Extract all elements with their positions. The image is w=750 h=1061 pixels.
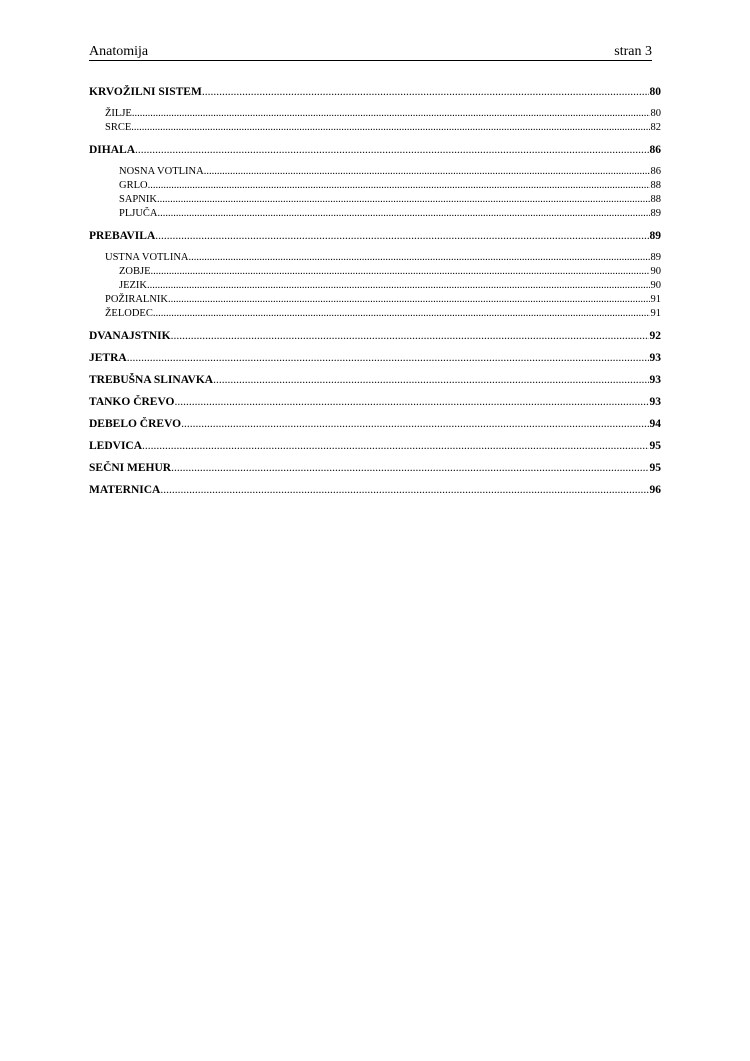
toc-entry[interactable] bbox=[89, 417, 661, 431]
toc-entry[interactable] bbox=[89, 293, 661, 307]
toc-entry[interactable] bbox=[89, 265, 661, 279]
page-number: stran 3 bbox=[614, 44, 652, 59]
dot-leader bbox=[157, 193, 650, 207]
toc-entry-title: DVANAJSTNIK bbox=[89, 330, 171, 342]
dot-leader bbox=[127, 351, 649, 365]
toc-entry-page: 91 bbox=[650, 294, 661, 305]
table-of-contents bbox=[89, 85, 661, 497]
toc-entry[interactable] bbox=[89, 193, 661, 207]
toc-entry-title: ŽELODEC bbox=[105, 308, 153, 319]
toc-entry[interactable] bbox=[89, 121, 661, 135]
toc-entry-page: 90 bbox=[650, 280, 661, 291]
toc-entry-page: 94 bbox=[649, 418, 661, 430]
dot-leader bbox=[171, 461, 648, 475]
dot-leader bbox=[204, 165, 650, 179]
toc-entry-page: 82 bbox=[650, 122, 661, 133]
toc-entry[interactable] bbox=[89, 107, 661, 121]
toc-entry-title: PLJUČA bbox=[119, 208, 158, 219]
toc-entry-title: SEČNI MEHUR bbox=[89, 462, 172, 474]
dot-leader bbox=[171, 329, 649, 343]
dot-leader bbox=[148, 179, 650, 193]
dot-leader bbox=[147, 279, 650, 293]
toc-entry[interactable] bbox=[89, 395, 661, 409]
dot-leader bbox=[181, 417, 648, 431]
toc-entry-page: 80 bbox=[650, 108, 661, 119]
dot-leader bbox=[131, 121, 649, 135]
toc-entry-title: JETRA bbox=[89, 352, 127, 364]
dot-leader bbox=[158, 207, 650, 221]
toc-entry-page: 96 bbox=[649, 484, 661, 496]
toc-entry-title: ZOBJE bbox=[119, 266, 151, 277]
toc-entry-page: 86 bbox=[650, 166, 661, 177]
toc-entry-title: GRLO bbox=[119, 180, 148, 191]
page-header bbox=[89, 44, 652, 61]
toc-entry[interactable] bbox=[89, 85, 661, 99]
toc-entry[interactable] bbox=[89, 207, 661, 221]
toc-entry-title: JEZIK bbox=[119, 280, 147, 291]
toc-entry-title: POŽIRALNIK bbox=[105, 294, 168, 305]
toc-entry-title: KRVOŽILNI SISTEM bbox=[89, 86, 202, 98]
toc-entry-page: 80 bbox=[649, 86, 661, 98]
toc-entry-title: ŽILJE bbox=[105, 108, 132, 119]
toc-entry-page: 88 bbox=[650, 180, 661, 191]
toc-entry-page: 92 bbox=[649, 330, 661, 342]
toc-entry-page: 89 bbox=[649, 230, 661, 242]
toc-entry[interactable] bbox=[89, 279, 661, 293]
dot-leader bbox=[202, 85, 649, 99]
toc-entry[interactable] bbox=[89, 439, 661, 453]
toc-entry-page: 95 bbox=[649, 440, 661, 452]
toc-entry-title: NOSNA VOTLINA bbox=[119, 166, 204, 177]
dot-leader bbox=[132, 107, 650, 121]
toc-entry-page: 86 bbox=[649, 144, 661, 156]
toc-entry-page: 93 bbox=[649, 374, 661, 386]
dot-leader bbox=[168, 293, 650, 307]
document-title: Anatomija bbox=[89, 44, 149, 59]
toc-entry-page: 93 bbox=[649, 396, 661, 408]
toc-entry-title: DEBELO ČREVO bbox=[89, 418, 182, 430]
toc-entry-title: TREBUŠNA SLINAVKA bbox=[89, 374, 214, 386]
toc-entry[interactable] bbox=[89, 229, 661, 243]
toc-entry-page: 93 bbox=[649, 352, 661, 364]
toc-entry-title: SRCE bbox=[105, 122, 132, 133]
toc-entry-title: MATERNICA bbox=[89, 484, 161, 496]
toc-entry[interactable] bbox=[89, 483, 661, 497]
toc-entry-page: 88 bbox=[650, 194, 661, 205]
toc-entry[interactable] bbox=[89, 307, 661, 321]
toc-entry-page: 89 bbox=[650, 252, 661, 263]
toc-entry[interactable] bbox=[89, 165, 661, 179]
toc-entry[interactable] bbox=[89, 351, 661, 365]
dot-leader bbox=[213, 373, 648, 387]
toc-entry[interactable] bbox=[89, 461, 661, 475]
toc-entry-page: 91 bbox=[650, 308, 661, 319]
dot-leader bbox=[155, 229, 648, 243]
dot-leader bbox=[142, 439, 648, 453]
toc-entry-title: SAPNIK bbox=[119, 194, 157, 205]
dot-leader bbox=[135, 143, 648, 157]
toc-entry-page: 95 bbox=[649, 462, 661, 474]
toc-entry[interactable] bbox=[89, 251, 661, 265]
toc-entry-title: PREBAVILA bbox=[89, 230, 156, 242]
dot-leader bbox=[151, 265, 650, 279]
toc-entry[interactable] bbox=[89, 179, 661, 193]
toc-entry-title: USTNA VOTLINA bbox=[105, 252, 189, 263]
toc-entry-title: TANKO ČREVO bbox=[89, 396, 175, 408]
toc-entry[interactable] bbox=[89, 373, 661, 387]
toc-entry-page: 90 bbox=[650, 266, 661, 277]
dot-leader bbox=[175, 395, 649, 409]
toc-entry-title: DIHALA bbox=[89, 144, 136, 156]
dot-leader bbox=[189, 251, 650, 265]
dot-leader bbox=[153, 307, 650, 321]
toc-entry-title: LEDVICA bbox=[89, 440, 143, 452]
toc-entry[interactable] bbox=[89, 143, 661, 157]
toc-entry[interactable] bbox=[89, 329, 661, 343]
toc-entry-page: 89 bbox=[650, 208, 661, 219]
dot-leader bbox=[160, 483, 648, 497]
